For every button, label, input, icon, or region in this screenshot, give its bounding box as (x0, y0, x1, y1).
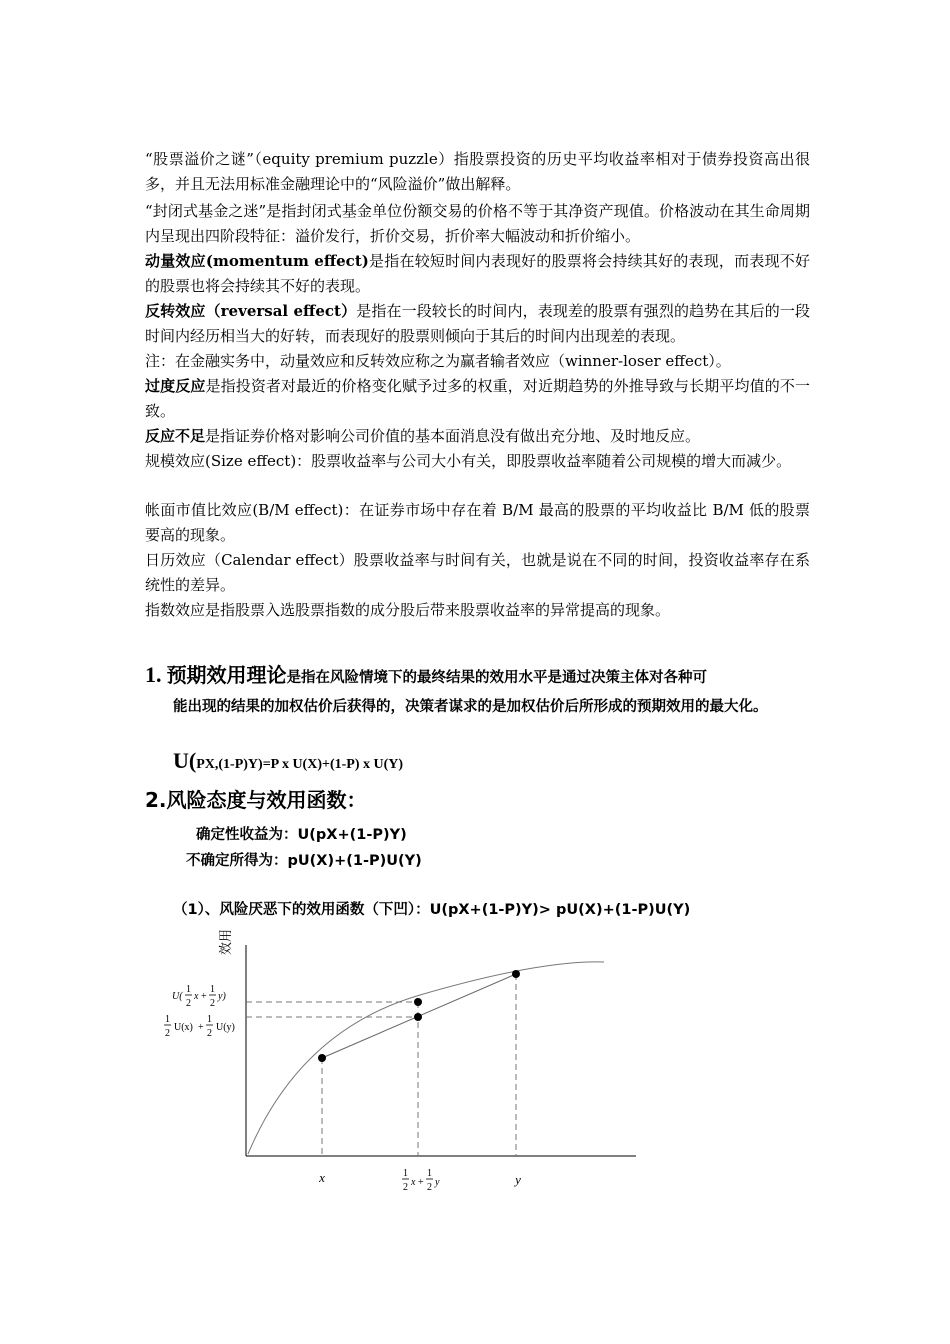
term-momentum: 动量效应(momentum effect) (145, 252, 369, 270)
svg-text:1: 1 (210, 984, 215, 995)
svg-text:U(y): U(y) (216, 1022, 235, 1033)
svg-text:+: + (418, 1177, 424, 1188)
certain-income: 确定性收益为：U(pX+(1-P)Y) (196, 827, 407, 843)
svg-text:+: + (198, 1022, 204, 1033)
svg-text:1: 1 (165, 1014, 170, 1025)
paragraph-equity-premium: “股票溢价之谜”（equity premium puzzle）指股票投资的历史平均收益率相对于债券投资高出很多，并且无法用标准金融理论中的“风险溢价”做出解释。 (145, 150, 810, 193)
paragraph-closed-end-fund: “封闭式基金之迷”是指封闭式基金单位份额交易的价格不等于其净资产现值。价格波动在其生命周期内呈现出四阶段特征：溢价发行，折价交易，折价率大幅波动和折价缩小。 (145, 202, 810, 245)
y-axis-label: 效用 (219, 928, 234, 955)
svg-text:2: 2 (427, 1182, 432, 1193)
svg-text:1: 1 (207, 1014, 212, 1025)
svg-text:y: y (435, 1177, 440, 1188)
section-term: 预期效用理论 (166, 663, 287, 687)
uncertain-income: 不确定所得为：pU(X)+(1-P)U(Y) (186, 853, 422, 869)
point-u-mid (414, 998, 422, 1006)
svg-text:1: 1 (427, 1168, 432, 1179)
utility-curve (248, 962, 604, 1154)
svg-text:U(: U( (172, 991, 183, 1002)
text-underreaction: 是指证券价格对影响公司价值的基本面消息没有做出充分地、及时地反应。 (205, 427, 701, 445)
svg-text:y): y) (218, 991, 226, 1002)
svg-text:2: 2 (165, 1028, 170, 1039)
svg-text:U(x): U(x) (174, 1022, 193, 1033)
term-overreaction: 过度反应 (145, 377, 206, 395)
svg-text:2: 2 (207, 1028, 212, 1039)
svg-text:x: x (411, 1177, 416, 1188)
paragraph-note: 注：在金融实务中，动量效应和反转效应称之为赢者输者效应（winner-loser effect）。 (145, 352, 731, 370)
svg-text:2: 2 (210, 998, 215, 1009)
svg-text:1: 1 (403, 1168, 408, 1179)
point-y (512, 970, 520, 978)
svg-text:+: + (201, 991, 207, 1002)
expected-utility-formula: U(PX,(1-P)Y)=P x U(X)+(1-P) x U(Y) (173, 748, 404, 773)
section-text-line1: 是指在风险情境下的最终结果的效用水平是通过决策主体对各种可 (286, 670, 708, 686)
x-label-x: x (319, 1170, 325, 1185)
paragraph-size-effect: 规模效应(Size effect)：股票收益率与公司大小有关，即股票收益率随着公司规模的增大而减少。 (145, 452, 792, 470)
svg-text:1: 1 (186, 984, 191, 995)
text-overreaction: 是指投资者对最近的价格变化赋予过多的权重，对近期趋势的外推导致与长期平均值的不一致。 (145, 377, 810, 420)
section-risk-attitude-heading: 2.风险态度与效用函数： (145, 788, 367, 812)
text-reversal: 是指在一段较长的时间内，表现差的股票有强烈的趋势在其后的一段时间内经历相当大的好转，而表现好的股票则倾向于其后的时间内出现差的表现。 (145, 302, 810, 345)
svg-text:x: x (194, 991, 199, 1002)
avg-u-label (164, 1014, 235, 1039)
paragraph-bm-effect: 帐面市值比效应(B/M effect)：在证券市场中存在着 B/M 最高的股票的平均收益比 B/M 低的股票要高的现象。 (145, 501, 810, 544)
paragraph-index-effect: 指数效应是指股票入选股票指数的成分股后带来股票收益率的异常提高的现象。 (145, 601, 671, 619)
section-number: 1. (145, 662, 162, 687)
point-x (318, 1054, 326, 1062)
term-underreaction: 反应不足 (145, 427, 206, 445)
text-momentum: 是指在较短时间内表现好的股票将会持续其好的表现，而表现不好的股票也将会持续其不好的表现。 (145, 252, 810, 295)
term-reversal: 反转效应（reversal effect） (145, 302, 357, 320)
svg-text:2: 2 (403, 1182, 408, 1193)
section-text-rest: 能出现的结果的加权估价后获得的，决策者谋求的是加权估价后所形成的预期效用的最大化。 (173, 699, 768, 715)
x-label-y: y (515, 1172, 521, 1187)
u-mid-label (172, 984, 226, 1009)
paragraph-calendar-effect: 日历效应（Calendar effect）股票收益率与时间有关，也就是说在不同的时间，投资收益率存在系统性的差异。 (145, 551, 810, 594)
point-avg-u (414, 1013, 422, 1021)
svg-text:2: 2 (186, 998, 191, 1009)
risk-averse-heading: （1）、风险厌恶下的效用函数（下凹）：U(pX+(1-P)Y)> pU(X)+(1-P)U(Y) (173, 902, 691, 918)
mid-label (402, 1168, 440, 1193)
